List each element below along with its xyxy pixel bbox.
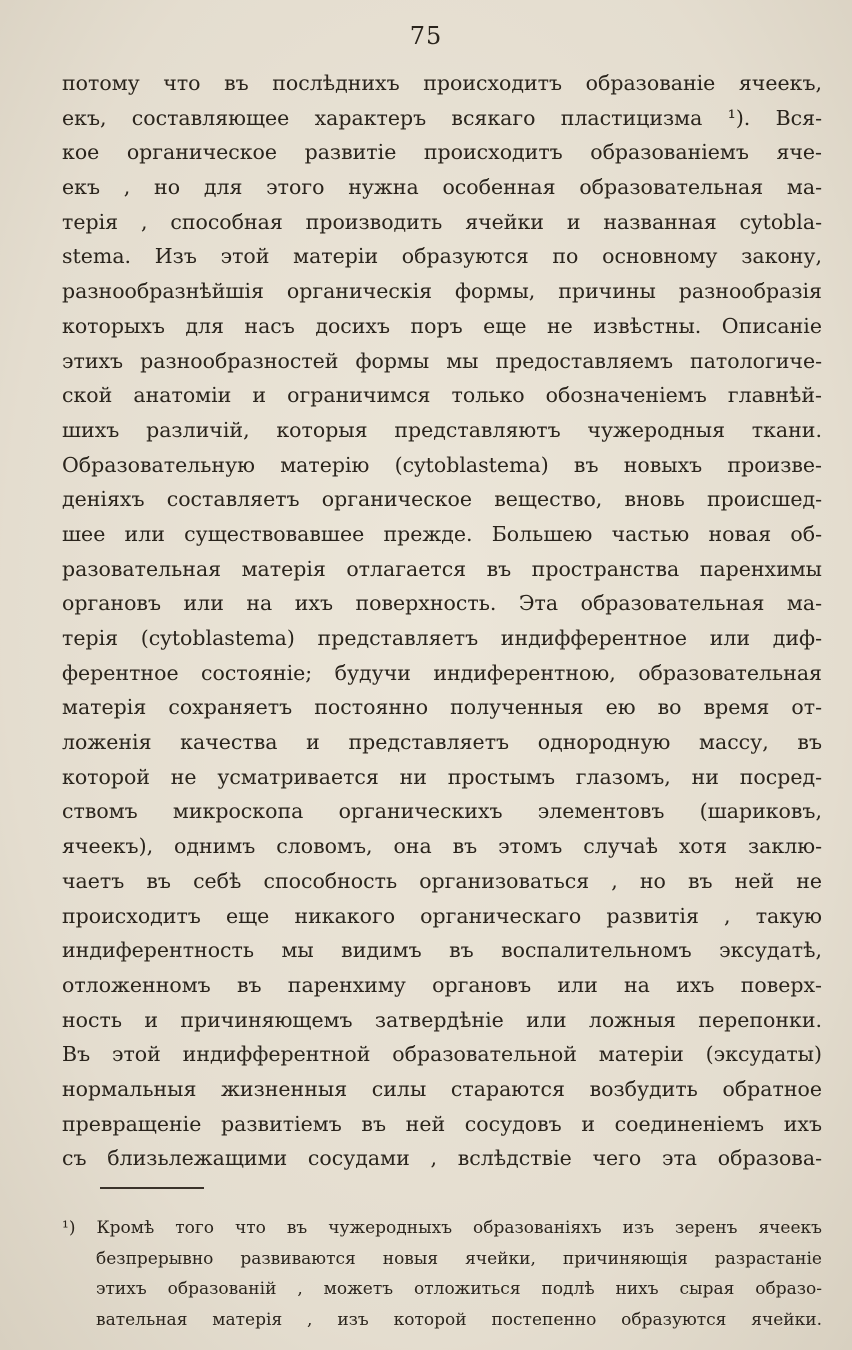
text-line: происходитъ еще никакого органическаго развитія , такую <box>62 903 822 928</box>
text-line: терія , способная производить ячейки и названная cytobla- <box>62 209 822 234</box>
text-line: кое органическое развитіе происходитъ образованіемъ яче- <box>62 140 822 165</box>
footnote-separator <box>100 1187 204 1189</box>
text-line: екъ, составляющее характеръ всякаго пластицизма ¹). Вся- <box>62 105 822 130</box>
text-line: терія (cytoblastema) представляетъ индифферентное или диф- <box>62 626 822 650</box>
text-line: нормальныя жизненныя силы стараются возбудить обратное <box>62 1076 822 1101</box>
text-line: индиферентность мы видимъ въ воспалительномъ эксудатѣ, <box>62 938 822 963</box>
text-line: съ близьлежащими сосудами , вслѣдствіе чего эта образова- <box>62 1146 822 1171</box>
text-line: которыхъ для насъ досихъ поръ еще не извѣстны. Описаніе <box>62 313 822 338</box>
text-line: превращеніе развитіемъ въ ней сосудовъ и соединеніемъ ихъ <box>62 1111 822 1136</box>
footnote <box>62 1213 822 1335</box>
text-line: ность и причиняющемъ затвердѣніе или ложныя перепонки. <box>62 1007 822 1032</box>
main-text <box>62 66 822 1176</box>
text-line: екъ , но для этого нужна особенная образовательная ма- <box>62 175 822 200</box>
text-line: Въ этой индифферентной образовательной матеріи (эксудаты) <box>62 1042 822 1067</box>
text-line: матерія сохраняетъ постоянно полученныя ею во время от- <box>62 695 822 720</box>
footnote-line: вательная матерія , изъ которой постепенно образуются ячейки. <box>96 1309 822 1330</box>
text-line: разнообразнѣйшія органическія формы, причины разнообразія <box>62 279 822 304</box>
footnote-line: безпрерывно развиваются новыя ячейки, причиняющія разрастаніе <box>96 1248 822 1269</box>
text-line: отложенномъ въ паренхиму органовъ или на ихъ поверх- <box>62 972 822 997</box>
text-line: потому что въ послѣднихъ происходитъ образованіе ячеекъ, <box>62 71 822 95</box>
text-line: ячеекъ), однимъ словомъ, она въ этомъ случаѣ хотя заклю- <box>62 834 822 859</box>
text-line: разовательная матерія отлагается въ пространства паренхимы <box>62 556 822 581</box>
text-line: этихъ разнообразностей формы мы предоставляемъ патологиче- <box>62 348 822 373</box>
text-line: деніяхъ составляетъ органическое вещество, вновь происшед- <box>62 487 822 512</box>
text-line: которой не усматривается ни простымъ глазомъ, ни посред- <box>62 764 822 789</box>
text-line: ферентное состояніе; будучи индиферентною, образовательная <box>62 660 822 685</box>
text-line: ской анатоміи и ограничимся только обозначеніемъ главнѣй- <box>62 383 822 408</box>
page-number: 75 <box>409 22 443 50</box>
text-line: stema. Изъ этой матеріи образуются по основному закону, <box>62 244 822 269</box>
text-line: ложенія качества и представляетъ однородную массу, въ <box>62 730 822 755</box>
footnote-line: этихъ образованій , можетъ отложиться подлѣ нихъ сырая образо- <box>96 1279 822 1300</box>
footnote-line: ¹) Кромѣ того что въ чужеродныхъ образованіяхъ изъ зеренъ ячеекъ <box>62 1218 822 1238</box>
text-line: шихъ различій, которыя представляютъ чужеродныя ткани. <box>62 417 822 442</box>
text-line: шее или существовавшее прежде. Большею частью новая об- <box>62 521 822 546</box>
text-line: органовъ или на ихъ поверхность. Эта образовательная ма- <box>62 591 822 616</box>
text-line: Образовательную матерію (cytoblastema) въ новыхъ произве- <box>62 452 822 477</box>
text-line: чаетъ въ себѣ способность организоваться , но въ ней не <box>62 868 822 893</box>
text-line: ствомъ микроскопа органическихъ элементовъ (шариковъ, <box>62 799 822 824</box>
